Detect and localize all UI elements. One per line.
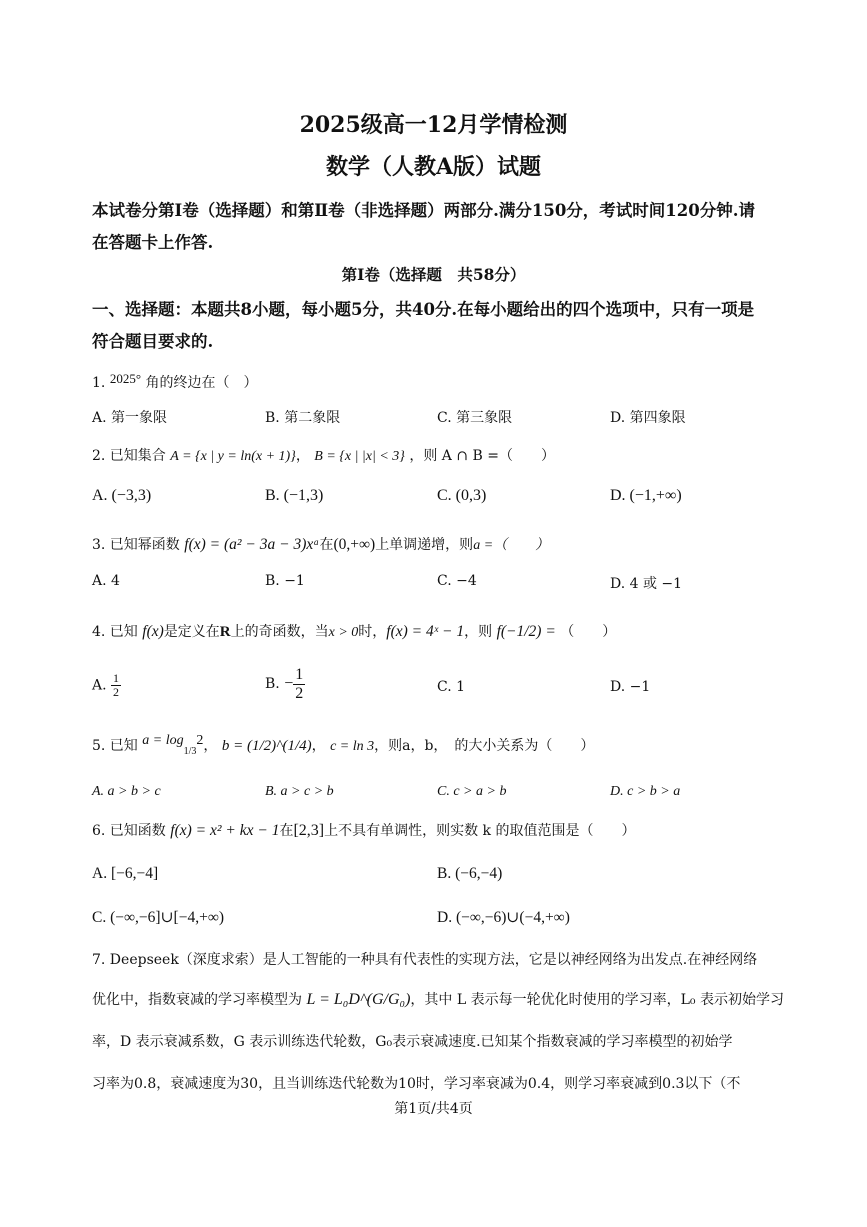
q4-option-a-label: A. <box>92 677 107 694</box>
q2-option-b: B. (−1,3) <box>265 487 324 504</box>
q6-interval: [2,3] <box>293 822 325 839</box>
question-5: 5. 已知 $a = \log_{1/3}2$， b = (1/2)^(1/4)， c = ln 3，则a，b， 的大小关系为（ ） <box>92 733 595 757</box>
q3-option-b: B. −1 <box>265 573 305 589</box>
q5-option-d: D. c > b > a <box>610 784 681 799</box>
q3-expression: f(x) = (a² − 3a − 3)xᵃ <box>184 536 320 553</box>
question-3 <box>92 534 549 554</box>
q7-line-3: 率，D 表示衰减系数，G 表示训练迭代轮数，G₀表示衰减速度.已知某个指数衰减的学习率模型的初始学 <box>92 1034 733 1050</box>
q7-line-2-prefix: 优化中，指数衰减的学习率模型为 <box>92 992 302 1008</box>
section1-line-1: 一、选择题：本题共8小题，每小题5分，共40分.在每小题给出的四个选项中，只有一项是 <box>92 300 755 319</box>
q4-real-set: R <box>219 624 231 640</box>
q4-condition: x > 0 <box>328 625 359 640</box>
exam-subtitle: 数学（人教A版）试题 <box>325 154 542 180</box>
q4-text-2: 上的奇函数，当 <box>230 624 329 640</box>
q2-option-d: D. (−1,+∞) <box>610 487 682 504</box>
q6-expression: f(x) = x² + kx − 1 <box>170 822 280 839</box>
question-6 <box>92 820 636 840</box>
q7-line-2 <box>92 989 784 1009</box>
q3-ask: a =（ ） <box>473 538 550 553</box>
q4-text-1: 是定义在 <box>163 624 220 640</box>
q6-option-b: B. (−6,−4) <box>437 865 503 882</box>
q5-prefix: 5. 已知 <box>92 738 138 754</box>
exam-title: 2025级高一12月学情检测 <box>299 112 568 138</box>
part1-heading: 第Ⅰ卷（选择题 共58分） <box>341 265 526 284</box>
q2-option-c: C. (0,3) <box>437 487 487 504</box>
q7-line-4: 习率为0.8，衰减速度为30，且当训练迭代轮数为10时，学习率衰减为0.4，则学习率衰减到0.3以下（不 <box>92 1076 741 1092</box>
q4-prefix: 4. 已知 <box>92 624 138 640</box>
q3-prefix: 3. 已知幂函数 <box>92 537 180 553</box>
q4-ask: f(−1/2) = <box>496 623 556 640</box>
q7-formula: L = L₀D^(G/G₀) <box>306 991 411 1008</box>
q6-option-c: C. (−∞,−6]∪[−4,+∞) <box>92 909 225 926</box>
q5-suffix: ，则a，b， 的大小关系为（ ） <box>374 738 595 754</box>
intro-line-1: 本试卷分第Ⅰ卷（选择题）和第Ⅱ卷（非选择题）两部分.满分150分，考试时间120分钟.请 <box>92 201 755 220</box>
q5-a-arg: 2 <box>196 733 204 748</box>
q3-mid: 在 <box>319 537 334 553</box>
q4-option-b: B. − $\frac{1}{2}$ <box>265 666 304 702</box>
question-1 <box>92 371 257 392</box>
q3-option-a: A. 4 <box>92 573 120 589</box>
q4-option-a <box>92 672 121 699</box>
q4-expression: f(x) = 4ˣ − 1 <box>386 623 465 640</box>
intro-line-2: 在答题卡上作答. <box>92 233 214 252</box>
q3-option-d: D. 4 或 −1 <box>610 576 683 592</box>
q6-mid: 在 <box>279 823 294 839</box>
q1-option-c: C. 第三象限 <box>437 410 513 426</box>
page-footer: 第1页/共4页 <box>394 1101 473 1117</box>
q2-set-a: A = {x | y = ln(x + 1)} <box>170 449 296 464</box>
section1-line-2: 符合题目要求的. <box>92 332 214 351</box>
q4-option-a-fraction: $\frac{1}{2}$ <box>113 671 120 700</box>
q1-option-b: B. 第二象限 <box>265 410 341 426</box>
q4-text-4: ，则 <box>464 624 493 640</box>
q4-text-3: 时， <box>358 624 387 640</box>
q6-option-d: D. (−∞,−6)∪(−4,+∞) <box>437 909 570 926</box>
q5-a: a = log <box>142 733 184 748</box>
q3-suffix: 上单调递增，则 <box>375 537 474 553</box>
q6-prefix: 6. 已知函数 <box>92 823 166 839</box>
q3-option-c: C. −4 <box>437 573 477 589</box>
q5-a-base: 1/3 <box>183 745 197 757</box>
q5-option-b: B. a > c > b <box>265 784 334 799</box>
q5-option-a: A. a > b > c <box>92 784 161 799</box>
q4-fx: f(x) <box>142 623 164 640</box>
q4-option-b-label: B. <box>265 676 280 693</box>
q2-prefix: 2. 已知集合 <box>92 448 166 464</box>
question-4 <box>92 621 616 641</box>
q2-option-a: A. (−3,3) <box>92 487 152 504</box>
q1-text: 角的终边在（ ） <box>145 375 258 391</box>
q1-angle: 2025° <box>109 371 142 386</box>
q4-option-d: D. −1 <box>610 679 651 695</box>
q7-line-1: 7. Deepseek（深度求索）是人工智能的一种具有代表性的实现方法，它是以神经网络为出发点.在神经网络 <box>92 952 758 968</box>
q7-line-2-suffix: ，其中 L 表示每一轮优化时使用的学习率，L₀ 表示初始学习 <box>410 992 784 1008</box>
q5-c: c = ln 3 <box>330 739 375 754</box>
q1-option-a: A. 第一象限 <box>92 410 168 426</box>
q4-option-b-fraction: $\frac{1}{2}$ <box>295 666 304 702</box>
q3-interval: (0,+∞) <box>333 536 376 553</box>
q5-option-c: C. c > a > b <box>437 784 507 799</box>
q4-bracket: （ ） <box>560 624 617 640</box>
q2-suffix: ，则 A ∩ B =（ ） <box>409 448 556 464</box>
q5-b: b = (1/2)^(1/4) <box>221 738 312 754</box>
question-2 <box>92 445 555 465</box>
q6-suffix: 上不具有单调性，则实数 k 的取值范围是（ ） <box>324 823 636 839</box>
q2-set-b: B = {x | |x| < 3} <box>314 449 405 464</box>
q4-option-c: C. 1 <box>437 679 466 695</box>
q1-number: 1. <box>92 375 106 391</box>
q2-separator: ， <box>295 448 310 464</box>
q1-option-d: D. 第四象限 <box>610 410 686 426</box>
q6-option-a: A. [−6,−4] <box>92 865 159 882</box>
